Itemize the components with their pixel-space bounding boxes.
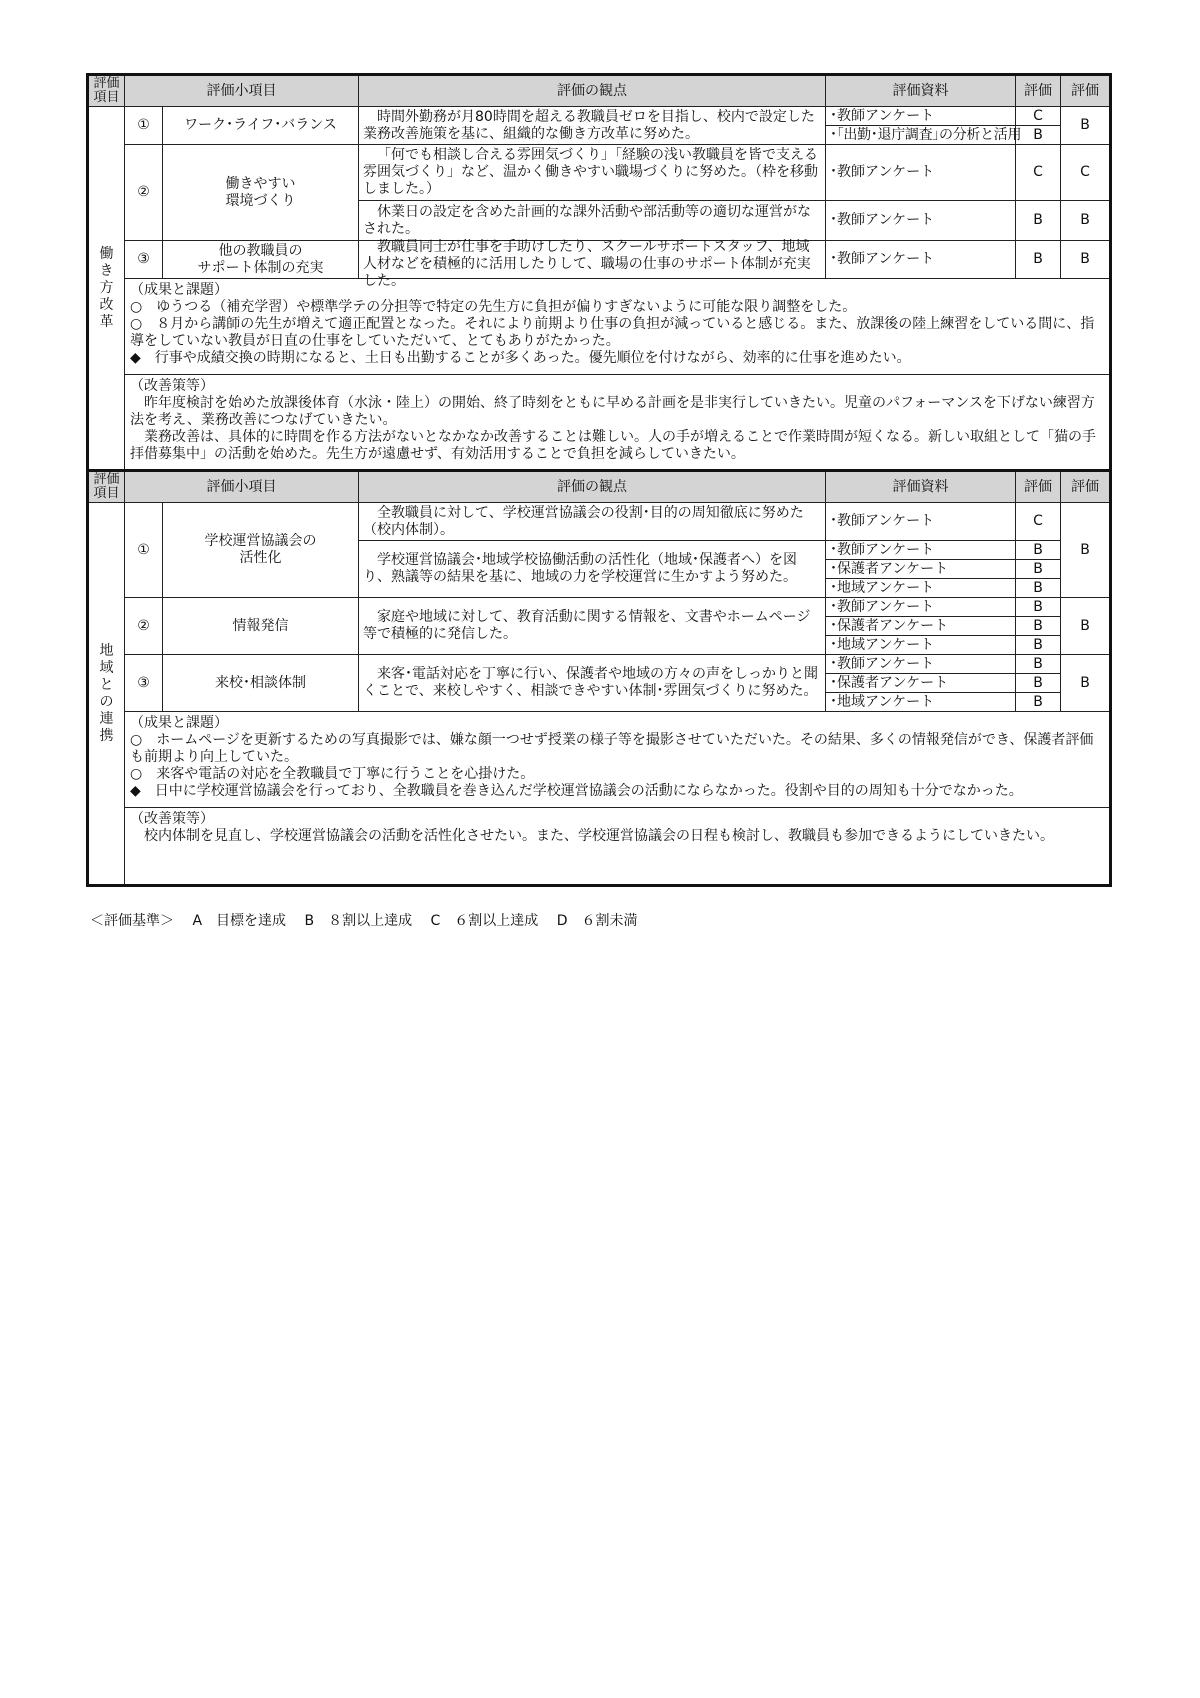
table-row (88, 145, 1111, 201)
item-material: ･教師アンケート (826, 107, 1016, 126)
item-viewpoint: 休業日の設定を含めた計画的な課外活動や部活動等の適切な運営がなされた。 (359, 201, 826, 241)
item-material: ･教師アンケート (826, 655, 1016, 674)
header-category: 評価 項目 (88, 75, 125, 107)
item-number: ② (125, 598, 163, 655)
item-grade: B (1016, 541, 1061, 560)
item-number: ② (125, 145, 163, 241)
item-grade: C (1016, 503, 1061, 541)
section2-category (88, 503, 125, 886)
item-grade: B (1016, 617, 1061, 636)
item-material: ･教師アンケート (826, 503, 1016, 541)
item-overall: B (1061, 655, 1111, 712)
item-overall: C (1061, 145, 1111, 201)
item-number: ③ (125, 655, 163, 712)
results-line: ◆ 日中に学校運営協議会を行っており、全教職員を巻き込んだ学校運営協議会の活動にならなかった。役割や目的の周知も十分でなかった。 (130, 783, 1023, 799)
results-line: ◆ 行事や成績交換の時期になると、土日も出勤することが多くあった。優先順位を付けながら、効率的に仕事を進めたい。 (130, 350, 911, 366)
item-overall: B (1061, 241, 1111, 279)
section2-header-row (88, 471, 1111, 503)
item-title: 学校運営協議会の 活性化 (163, 503, 359, 598)
item-material: ･教師アンケート (826, 598, 1016, 617)
results-line: ○ ８月から講師の先生が増えて適正配置となった。それにより前期より仕事の負担が減っていると感じる。また、放課後の陸上練習をしている間に、指導をしていない教員が日直の仕事をしていただいて、とてもありがたかった。 (130, 316, 1095, 349)
item-material: ･｢出勤･退庁調査｣の分析と活用 (826, 126, 1016, 145)
section2-results (125, 712, 1111, 808)
table-row (88, 375, 1111, 471)
section1-category (88, 107, 125, 471)
table-row (88, 808, 1111, 886)
item-material: ･地域アンケート (826, 693, 1016, 712)
results-title: （成果と課題） (130, 282, 228, 298)
item-overall: B (1061, 598, 1111, 655)
table-row (88, 503, 1111, 541)
header-overall: 評価 (1061, 471, 1111, 503)
item-title: 働きやすい 環境づくり (163, 145, 359, 241)
item-viewpoint-text: 教職員同士が仕事を手助けしたり、スクールサポートスタッフ、地域人材などを積極的に活用したりして、職場の仕事のサポート体制が充実した。 (363, 238, 811, 289)
item-number: ① (125, 503, 163, 598)
item-material: ･地域アンケート (826, 579, 1016, 598)
item-grade: C (1016, 145, 1061, 201)
header-viewpoint: 評価の観点 (359, 75, 826, 107)
item-material: ･保護者アンケート (826, 674, 1016, 693)
improve-line: 昨年度検討を始めた放課後体育（水泳・陸上）の開始、終了時刻をともに早める計画を是非実行していきたい。児童のパフォーマンスを下げない練習方法を考え、業務改善につなげていきたい。 (130, 395, 1095, 428)
header-overall: 評価 (1061, 75, 1111, 107)
item-grade: B (1016, 201, 1061, 241)
item-viewpoint (359, 238, 826, 289)
results-title: （成果と課題） (130, 715, 228, 731)
item-viewpoint: 「何でも相談し合える雰囲気づくり」「経験の浅い教職員を皆で支える雰囲気づくり」など、温かく働きやすい職場づくりに努めた。（枠を移動しました。） (359, 145, 826, 201)
item-material: ･教師アンケート (826, 241, 1016, 279)
item-grade: C (1016, 107, 1061, 126)
table-row (88, 712, 1111, 808)
item-overall: B (1061, 107, 1111, 145)
item-material: ･保護者アンケート (826, 560, 1016, 579)
item-grade: B (1016, 636, 1061, 655)
header-subitem: 評価小項目 (125, 75, 359, 107)
improve-title: （改善策等） (130, 378, 214, 394)
section2-category-text: 地 域 と の 連 携 (99, 642, 114, 744)
improve-line: 校内体制を見直し、学校運営協議会の活動を活性化させたい。また、学校運営協議会の日程も検討し、教職員も参加できるようにしていきたい。 (144, 828, 1054, 844)
section1-results (125, 279, 1111, 375)
item-title: 来校･相談体制 (163, 655, 359, 712)
item-overall: B (1061, 201, 1111, 241)
improve-title: （改善策等） (130, 811, 214, 827)
item-viewpoint: 時間外勤務が月80時間を超える教職員ゼロを目指し、校内で設定した業務改善施策を基に、組織的な働き方改革に努めた。 (359, 107, 826, 145)
section1-category-text: 働 き 方 改 革 (99, 245, 114, 330)
item-viewpoint: 学校運営協議会･地域学校協働活動の活性化（地域･保護者へ）を図り、熟議等の結果を基に、地域の力を学校運営に生かすよう努めた。 (359, 541, 826, 598)
item-grade: B (1016, 560, 1061, 579)
item-grade: B (1016, 241, 1061, 279)
item-viewpoint: 来客･電話対応を丁寧に行い、保護者や地域の方々の声をしっかりと聞くことで、来校しやすく、相談できやすい体制･雰囲気づくりに努めた。 (359, 655, 826, 712)
item-number: ③ (125, 241, 163, 279)
item-title: ワーク･ライフ･バランス (163, 107, 359, 145)
header-viewpoint: 評価の観点 (359, 471, 826, 503)
results-line: ○ 来客や電話の対応を全教職員で丁寧に行うことを心掛けた。 (130, 766, 535, 782)
table-row (88, 598, 1111, 617)
section1-header-row (88, 75, 1111, 107)
table-row (88, 279, 1111, 375)
section2-improvements (125, 808, 1111, 886)
item-grade: B (1016, 579, 1061, 598)
item-grade: B (1016, 126, 1061, 145)
item-material: ･教師アンケート (826, 145, 1016, 201)
item-material: ･地域アンケート (826, 636, 1016, 655)
item-viewpoint: 家庭や地域に対して、教育活動に関する情報を、文書やホームページ等で積極的に発信した。 (359, 598, 826, 655)
header-grade: 評価 (1016, 471, 1061, 503)
item-material: ･教師アンケート (826, 541, 1016, 560)
item-title: 他の教職員の サポート体制の充実 (163, 241, 359, 279)
table-row (88, 107, 1111, 126)
item-title: 情報発信 (163, 598, 359, 655)
table-row (88, 655, 1111, 674)
item-viewpoint: 全教職員に対して、学校運営協議会の役割･目的の周知徹底に努めた（校内体制）。 (359, 503, 826, 541)
results-line: ○ ホームページを更新するための写真撮影では、嫌な顔一つせず授業の様子等を撮影させていただいた。その結果、多くの情報発信ができ、保護者評価も前期より向上していた。 (130, 732, 1094, 765)
item-grade: B (1016, 655, 1061, 674)
item-material: ･保護者アンケート (826, 617, 1016, 636)
item-grade: B (1016, 598, 1061, 617)
header-grade: 評価 (1016, 75, 1061, 107)
item-overall: B (1061, 503, 1111, 598)
header-materials: 評価資料 (826, 75, 1016, 107)
item-grade: B (1016, 674, 1061, 693)
item-material: ･教師アンケート (826, 201, 1016, 241)
header-materials: 評価資料 (826, 471, 1016, 503)
section1-improvements (125, 375, 1111, 471)
item-grade: B (1016, 693, 1061, 712)
evaluation-table (86, 73, 1112, 887)
evaluation-legend: ＜評価基準＞ A 目標を達成 B ８割以上達成 C ６割以上達成 D ６割未満 (90, 913, 638, 929)
improve-line: 業務改善は、具体的に時間を作る方法がないとなかなか改善することは難しい。人の手が増えることで作業時間が短くなる。新しい取組として「猫の手拝借募集中」の活動を始めた。先生方が遠慮せず、有効活用することで負担を減らしていきたい。 (130, 429, 1096, 462)
results-line: ○ ゆうつる（補充学習）や標準学テの分担等で特定の先生方に負担が偏りすぎないように可能な限り調整をした。 (130, 299, 857, 315)
header-subitem: 評価小項目 (125, 471, 359, 503)
header-category: 評価 項目 (88, 471, 125, 503)
table-row (88, 241, 1111, 279)
item-number: ① (125, 107, 163, 145)
